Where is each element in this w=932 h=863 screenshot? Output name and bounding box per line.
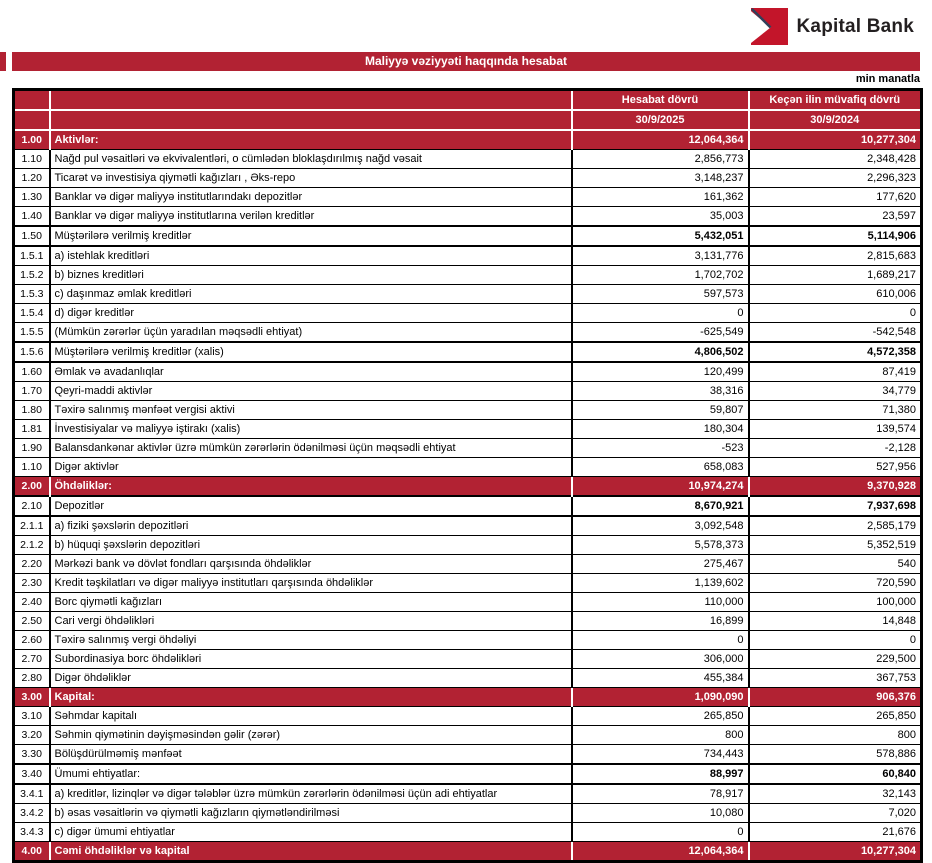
value-current: -625,549	[572, 323, 749, 343]
row-label: (Mümkün zərərlər üçün yaradılan məqsədli ehtiyat)	[50, 323, 572, 343]
row-label: Borc qiymətli kağızları	[50, 593, 572, 612]
value-prior: 7,937,698	[749, 496, 922, 516]
table-row	[14, 764, 922, 784]
value-current: 800	[572, 726, 749, 745]
table-row	[14, 266, 922, 285]
value-current: 3,148,237	[572, 169, 749, 188]
row-label: Ticarət və investisiya qiymətli kağızları , Əks-repo	[50, 169, 572, 188]
value-prior: 10,277,304	[749, 130, 922, 150]
value-current: 12,064,364	[572, 842, 749, 862]
row-code: 1.5.1	[14, 246, 50, 266]
row-label: a) kreditlər, lizinqlər və digər tələblər üzrə mümkün zərərlərin ödənilməsi üçün adi ehtiyatlar	[50, 784, 572, 804]
row-code: 3.40	[14, 764, 50, 784]
value-prior: 265,850	[749, 707, 922, 726]
value-prior: 9,370,928	[749, 477, 922, 497]
value-current: 3,092,548	[572, 516, 749, 536]
row-code: 1.00	[14, 130, 50, 150]
row-label: c) daşınmaz əmlak kreditləri	[50, 285, 572, 304]
value-current: 658,083	[572, 458, 749, 477]
row-label: Təxirə salınmış mənfəət vergisi aktivi	[50, 401, 572, 420]
header-prior-date: 30/9/2024	[749, 110, 922, 130]
row-label: Səhmdar kapitalı	[50, 707, 572, 726]
row-code: 2.30	[14, 574, 50, 593]
value-prior: 23,597	[749, 207, 922, 227]
table-row	[14, 226, 922, 246]
value-prior: 100,000	[749, 593, 922, 612]
row-code: 1.70	[14, 382, 50, 401]
table-row	[14, 612, 922, 631]
value-prior: 540	[749, 555, 922, 574]
table-row	[14, 631, 922, 650]
value-current: 2,856,773	[572, 150, 749, 169]
value-current: 180,304	[572, 420, 749, 439]
value-prior: -542,548	[749, 323, 922, 343]
value-current: 35,003	[572, 207, 749, 227]
value-current: 1,090,090	[572, 688, 749, 707]
row-label: b) əsas vəsaitlərin və qiymətli kağızların qiymətləndirilməsi	[50, 804, 572, 823]
value-prior: 87,419	[749, 362, 922, 382]
header	[0, 0, 932, 52]
value-prior: 1,689,217	[749, 266, 922, 285]
value-prior: 578,886	[749, 745, 922, 765]
row-code: 3.10	[14, 707, 50, 726]
row-code: 2.1.2	[14, 536, 50, 555]
unit-note: min manatla	[855, 73, 920, 85]
header-cell-empty	[14, 90, 50, 111]
row-code: 2.50	[14, 612, 50, 631]
row-label: Kredit təşkilatları və digər maliyyə institutları qarşısında öhdəliklər	[50, 574, 572, 593]
table-row	[14, 342, 922, 362]
row-label: Qeyri-maddi aktivlər	[50, 382, 572, 401]
value-current: -523	[572, 439, 749, 458]
value-current: 306,000	[572, 650, 749, 669]
row-label: Banklar və digər maliyyə institutlarındakı depozitlər	[50, 188, 572, 207]
table-row	[14, 516, 922, 536]
row-label: Əmlak və avadanlıqlar	[50, 362, 572, 382]
kapital-bank-logo	[751, 8, 915, 45]
table-row	[14, 726, 922, 745]
value-prior: 2,585,179	[749, 516, 922, 536]
row-code: 3.4.3	[14, 823, 50, 842]
row-label: Digər aktivlər	[50, 458, 572, 477]
row-code: 3.00	[14, 688, 50, 707]
value-current: 10,974,274	[572, 477, 749, 497]
row-label: d) digər kreditlər	[50, 304, 572, 323]
row-code: 3.4.2	[14, 804, 50, 823]
value-current: 5,578,373	[572, 536, 749, 555]
table-row	[14, 804, 922, 823]
value-current: 0	[572, 631, 749, 650]
row-code: 2.1.1	[14, 516, 50, 536]
table-row	[14, 304, 922, 323]
table-row	[14, 150, 922, 169]
row-label: Öhdəliklər:	[50, 477, 572, 497]
row-label: Bölüşdürülməmiş mənfəət	[50, 745, 572, 765]
row-code: 1.5.3	[14, 285, 50, 304]
row-label: Cəmi öhdəliklər və kapital	[50, 842, 572, 862]
value-prior: 4,572,358	[749, 342, 922, 362]
value-current: 275,467	[572, 555, 749, 574]
row-label: b) hüquqi şəxslərin depozitləri	[50, 536, 572, 555]
balance-table-body	[14, 130, 922, 862]
value-current: 88,997	[572, 764, 749, 784]
table-row	[14, 207, 922, 227]
row-label: a) fiziki şəxslərin depozitləri	[50, 516, 572, 536]
value-current: 265,850	[572, 707, 749, 726]
page-edge-mark	[0, 52, 6, 71]
table-row	[14, 169, 922, 188]
value-prior: 60,840	[749, 764, 922, 784]
value-prior: 139,574	[749, 420, 922, 439]
value-current: 38,316	[572, 382, 749, 401]
table-row	[14, 707, 922, 726]
row-code: 3.20	[14, 726, 50, 745]
table-row	[14, 420, 922, 439]
value-current: 120,499	[572, 362, 749, 382]
row-code: 2.70	[14, 650, 50, 669]
value-current: 12,064,364	[572, 130, 749, 150]
table-row	[14, 593, 922, 612]
value-prior: 71,380	[749, 401, 922, 420]
row-label: Banklar və digər maliyyə institutlarına verilən kreditlər	[50, 207, 572, 227]
value-current: 5,432,051	[572, 226, 749, 246]
balance-sheet-table	[12, 88, 923, 863]
row-label: a) istehlak kreditləri	[50, 246, 572, 266]
row-code: 1.40	[14, 207, 50, 227]
row-label: Digər öhdəliklər	[50, 669, 572, 688]
row-code: 3.4.1	[14, 784, 50, 804]
table-row	[14, 323, 922, 343]
table-row	[14, 439, 922, 458]
row-label: Aktivlər:	[50, 130, 572, 150]
header-current-period: Hesabat dövrü	[572, 90, 749, 111]
row-code: 1.30	[14, 188, 50, 207]
table-row	[14, 669, 922, 688]
row-label: Cari vergi öhdəlikləri	[50, 612, 572, 631]
table-row	[14, 496, 922, 516]
value-prior: 800	[749, 726, 922, 745]
table-row	[14, 745, 922, 765]
value-prior: -2,128	[749, 439, 922, 458]
row-code: 1.81	[14, 420, 50, 439]
table-row	[14, 130, 922, 150]
value-prior: 2,296,323	[749, 169, 922, 188]
row-code: 1.5.4	[14, 304, 50, 323]
table-header-row-periods	[14, 90, 922, 111]
value-prior: 0	[749, 304, 922, 323]
header-cell-empty	[50, 110, 572, 130]
value-current: 59,807	[572, 401, 749, 420]
report-title-bar	[12, 52, 920, 71]
row-label: Müştərilərə verilmiş kreditlər	[50, 226, 572, 246]
value-prior: 10,277,304	[749, 842, 922, 862]
row-label: Təxirə salınmış vergi öhdəliyi	[50, 631, 572, 650]
row-label: b) biznes kreditləri	[50, 266, 572, 285]
value-prior: 610,006	[749, 285, 922, 304]
table-row	[14, 401, 922, 420]
row-code: 1.90	[14, 439, 50, 458]
value-current: 161,362	[572, 188, 749, 207]
row-code: 2.80	[14, 669, 50, 688]
row-code: 1.5.5	[14, 323, 50, 343]
value-prior: 177,620	[749, 188, 922, 207]
brand-name: Kapital Bank	[796, 15, 914, 37]
table-row	[14, 555, 922, 574]
value-prior: 5,352,519	[749, 536, 922, 555]
table-row	[14, 688, 922, 707]
value-prior: 34,779	[749, 382, 922, 401]
table-row	[14, 382, 922, 401]
value-current: 1,702,702	[572, 266, 749, 285]
header-prior-period: Keçən ilin müvafiq dövrü	[749, 90, 922, 111]
value-current: 4,806,502	[572, 342, 749, 362]
row-code: 1.60	[14, 362, 50, 382]
row-label: Müştərilərə verilmiş kreditlər (xalis)	[50, 342, 572, 362]
value-current: 455,384	[572, 669, 749, 688]
row-code: 2.20	[14, 555, 50, 574]
value-current: 110,000	[572, 593, 749, 612]
table-row	[14, 285, 922, 304]
row-code: 1.50	[14, 226, 50, 246]
table-row	[14, 188, 922, 207]
table-row	[14, 536, 922, 555]
table-row	[14, 246, 922, 266]
row-code: 1.10	[14, 150, 50, 169]
value-prior: 32,143	[749, 784, 922, 804]
value-current: 734,443	[572, 745, 749, 765]
row-code: 1.80	[14, 401, 50, 420]
value-prior: 5,114,906	[749, 226, 922, 246]
value-prior: 7,020	[749, 804, 922, 823]
row-code: 3.30	[14, 745, 50, 765]
row-label: Depozitlər	[50, 496, 572, 516]
row-code: 2.60	[14, 631, 50, 650]
value-prior: 2,815,683	[749, 246, 922, 266]
value-current: 0	[572, 304, 749, 323]
row-label: Kapital:	[50, 688, 572, 707]
table-row	[14, 574, 922, 593]
header-current-date: 30/9/2025	[572, 110, 749, 130]
value-prior: 0	[749, 631, 922, 650]
row-label: Səhmin qiymətinin dəyişməsindən gəlir (zərər)	[50, 726, 572, 745]
value-prior: 906,376	[749, 688, 922, 707]
row-code: 2.40	[14, 593, 50, 612]
value-prior: 21,676	[749, 823, 922, 842]
value-prior: 527,956	[749, 458, 922, 477]
report-title: Maliyyə vəziyyəti haqqında hesabat	[364, 54, 568, 68]
value-current: 1,139,602	[572, 574, 749, 593]
table-header-row-dates	[14, 110, 922, 130]
table-row	[14, 477, 922, 497]
row-code: 2.00	[14, 477, 50, 497]
header-cell-empty	[14, 110, 50, 130]
table-row	[14, 458, 922, 477]
value-current: 16,899	[572, 612, 749, 631]
table-row	[14, 362, 922, 382]
row-label: İnvestisiyalar və maliyyə iştirakı (xalis)	[50, 420, 572, 439]
table-row	[14, 784, 922, 804]
row-label: Ümumi ehtiyatlar:	[50, 764, 572, 784]
row-label: Subordinasiya borc öhdəlikləri	[50, 650, 572, 669]
row-code: 1.20	[14, 169, 50, 188]
value-current: 0	[572, 823, 749, 842]
header-cell-empty	[50, 90, 572, 111]
value-current: 3,131,776	[572, 246, 749, 266]
value-prior: 229,500	[749, 650, 922, 669]
row-label: c) digər ümumi ehtiyatlar	[50, 823, 572, 842]
value-current: 10,080	[572, 804, 749, 823]
value-prior: 720,590	[749, 574, 922, 593]
row-code: 4.00	[14, 842, 50, 862]
value-current: 78,917	[572, 784, 749, 804]
row-label: Mərkəzi bank və dövlət fondları qarşısında öhdəliklər	[50, 555, 572, 574]
value-current: 8,670,921	[572, 496, 749, 516]
row-code: 1.5.2	[14, 266, 50, 285]
table-row	[14, 650, 922, 669]
table-row	[14, 823, 922, 842]
value-current: 597,573	[572, 285, 749, 304]
value-prior: 14,848	[749, 612, 922, 631]
value-prior: 367,753	[749, 669, 922, 688]
row-label: Balansdankənar aktivlər üzrə mümkün zərərlərin ödənilməsi üçün məqsədli ehtiyat	[50, 439, 572, 458]
row-code: 1.5.6	[14, 342, 50, 362]
table-row	[14, 842, 922, 862]
kapital-bank-logo-icon	[751, 8, 788, 45]
value-prior: 2,348,428	[749, 150, 922, 169]
row-code: 2.10	[14, 496, 50, 516]
row-label: Nağd pul vəsaitləri və ekvivalentləri, o cümlədən bloklaşdırılmış nağd vəsait	[50, 150, 572, 169]
row-code: 1.10	[14, 458, 50, 477]
